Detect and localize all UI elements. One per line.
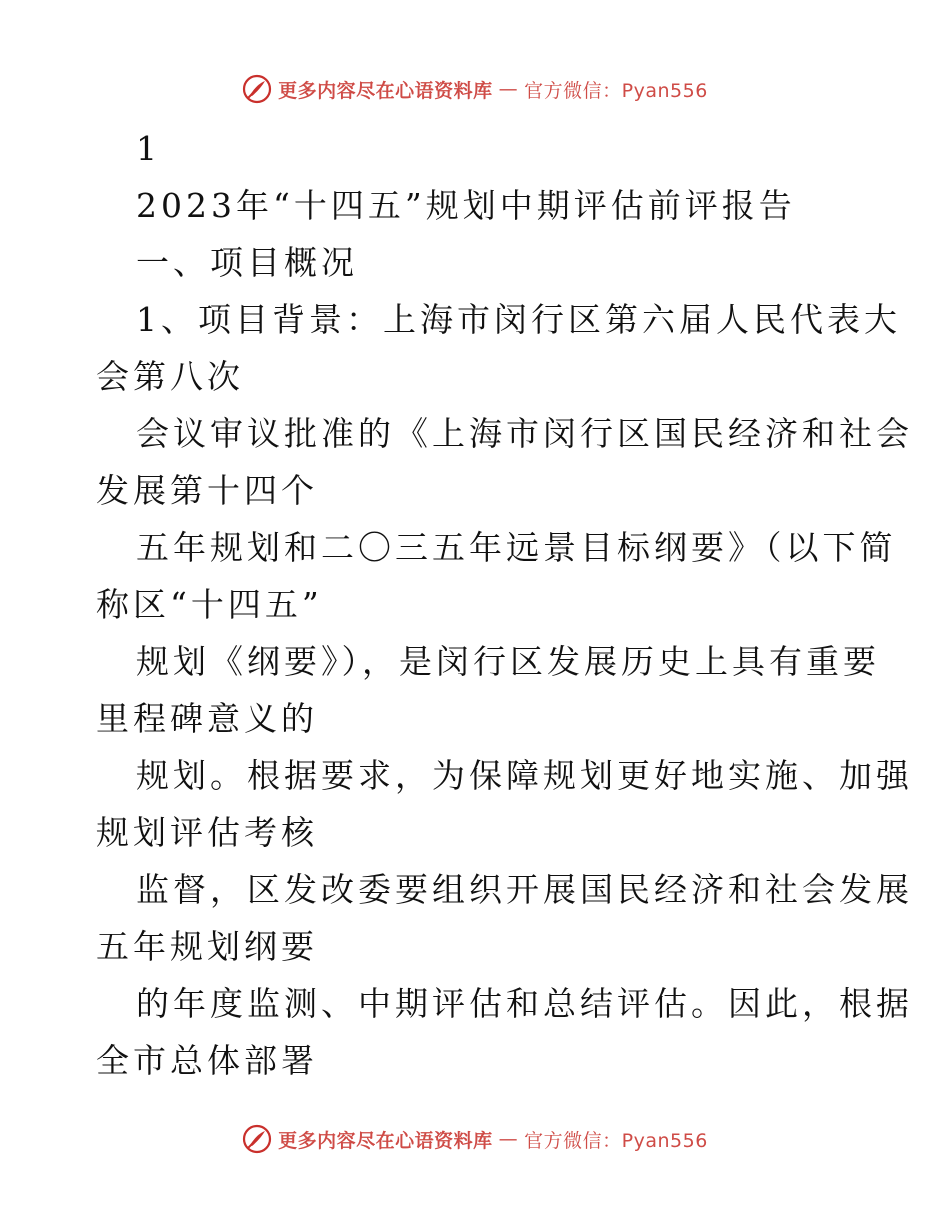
quill-logo-icon: [242, 74, 272, 104]
header-watermark: [0, 74, 950, 104]
watermark-sub-text: 官方微信：Pyan556: [524, 79, 708, 102]
doc-title: 2023年“十四五”规划中期评估前评报告: [136, 186, 796, 225]
doc-line: 全市总体部署: [96, 1041, 318, 1080]
doc-line: 的年度监测、中期评估和总结评估。因此，根据: [136, 984, 913, 1023]
doc-line: 会第八次: [96, 357, 244, 396]
doc-line: 规划。根据要求，为保障规划更好地实施、加强: [136, 756, 913, 795]
doc-line: 五年规划纲要: [96, 927, 318, 966]
doc-line: 发展第十四个: [96, 471, 318, 510]
doc-line: 称区“十四五”: [96, 585, 323, 624]
doc-line: 里程碑意义的: [96, 699, 318, 738]
watermark-main-text: 更多内容尽在心语资料库: [278, 1129, 493, 1152]
watermark-main-text: 更多内容尽在心语资料库: [278, 79, 493, 102]
watermark-separator: —: [498, 78, 519, 100]
quill-logo-icon: [242, 1124, 272, 1154]
doc-line: 1、项目背景：上海市闵行区第六届人民代表大: [136, 300, 901, 339]
watermark-sub-text: 官方微信：Pyan556: [524, 1129, 708, 1152]
doc-line: 监督，区发改委要组织开展国民经济和社会发展: [136, 870, 913, 909]
document-body: [96, 120, 913, 1089]
doc-line: 1: [136, 129, 161, 168]
doc-line: 会议审议批准的《上海市闵行区国民经济和社会: [136, 414, 913, 453]
footer-watermark: [0, 1124, 950, 1154]
section-heading: 一、项目概况: [136, 243, 358, 282]
watermark-separator: —: [498, 1128, 519, 1150]
doc-line: 规划评估考核: [96, 813, 318, 852]
doc-line: 五年规划和二〇三五年远景目标纲要》（以下简: [136, 528, 897, 567]
doc-line: 规划《纲要》），是闵行区发展历史上具有重要: [136, 642, 880, 681]
